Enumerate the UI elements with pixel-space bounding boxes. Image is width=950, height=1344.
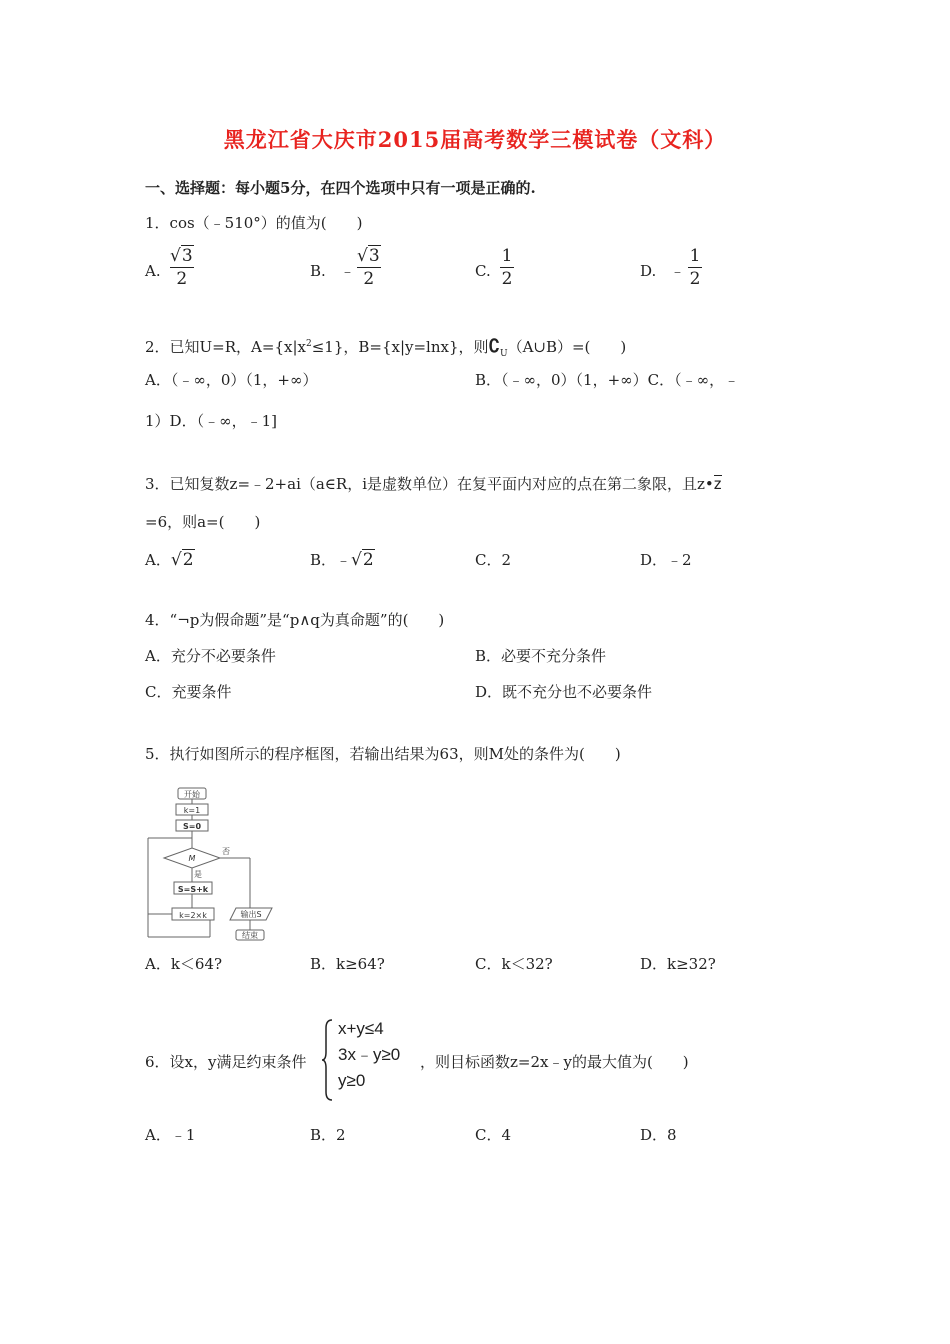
q1-b-num: √3 [357, 246, 380, 266]
q5-option-d: D．k≥32? [640, 955, 716, 973]
q5-option-b: B．k≥64? [310, 955, 385, 973]
q2-option-bc: B．（﹣∞，0）（1，+∞）C．（﹣∞，﹣ [475, 371, 740, 389]
q2-stem [145, 334, 626, 364]
q1-d-num: 1 [689, 246, 701, 266]
q2-comp-sub: U [499, 349, 508, 359]
flow-out-text: 输出S [240, 910, 262, 919]
flow-start-text: 开始 [184, 790, 200, 799]
q1-a-num: √3 [170, 246, 193, 266]
q1-option-d-label: D. [640, 262, 657, 280]
flow-s0-text: S=0 [182, 822, 202, 831]
q4-option-d: D．既不充分也不必要条件 [475, 683, 653, 701]
constraint-2: 3x﹣y≥0 [338, 1045, 401, 1064]
flow-cond-text: M [188, 854, 196, 863]
complement-symbol: ∁ [488, 336, 500, 357]
constraint-1: x+y≤4 [338, 1019, 384, 1038]
q3-stem [145, 474, 722, 495]
q1-a-den: 2 [176, 269, 188, 289]
q1-option-b-sign: ﹣ [340, 262, 356, 280]
q3-b-value: √2 [351, 550, 374, 570]
q3-b-label: B．﹣ [310, 551, 352, 569]
q6-stem-a: 6．设x，y满足约束条件 [145, 1053, 307, 1071]
flow-no-text: 否 [222, 847, 230, 856]
flow-k1-text: k=1 [183, 806, 201, 815]
q1-c-den: 2 [501, 269, 513, 289]
flowchart-figure [140, 782, 300, 942]
constraint-3: y≥0 [338, 1071, 366, 1090]
q5-stem: 5．执行如图所示的程序框图，若输出结果为63，则M处的条件为( ) [145, 745, 621, 763]
q3-option-b [310, 550, 375, 570]
q3-stem2: =6，则a=( ) [145, 513, 261, 531]
q2-stem-sup: 2 [305, 339, 312, 349]
q1-option-b-label: B. [310, 262, 326, 280]
q4-option-b: B．必要不充分条件 [475, 647, 607, 665]
q6-option-c: C．4 [475, 1126, 512, 1144]
q4-stem: 4．“¬p为假命题”是“p∧q为真命题”的( ) [145, 611, 445, 629]
q3-option-c: C．2 [475, 551, 512, 569]
q1-option-c-fraction [500, 246, 514, 289]
q6-option-a: A．﹣1 [145, 1126, 196, 1144]
q1-option-d-sign: ﹣ [670, 262, 686, 280]
flow-k2k-text: k=2×k [179, 911, 207, 920]
q1-option-a-label: A. [145, 262, 161, 280]
q1-b-den: 2 [363, 269, 375, 289]
flow-end-text: 结束 [242, 931, 258, 940]
q1-stem: 1．cos（﹣510°）的值为( ) [145, 214, 363, 232]
q1-option-b-fraction [357, 246, 381, 289]
q5-option-c: C．k＜32? [475, 955, 553, 973]
q1-d-den: 2 [689, 269, 701, 289]
flow-sk-text: S=S+k [177, 885, 209, 894]
q3-zbar: z [713, 476, 722, 493]
constraint-system [338, 1016, 400, 1094]
q6-stem-b: ，则目标函数z=2x﹣y的最大值为( ) [420, 1053, 689, 1071]
q5-option-a: A．k＜64? [145, 955, 223, 973]
q3-option-d: D．﹣2 [640, 551, 692, 569]
q6-option-b: B．2 [310, 1126, 346, 1144]
q2-stem-b: ≤1}，B={x|y=lnx}，则 [311, 338, 489, 356]
q1-option-d-fraction [688, 246, 702, 289]
q1-c-num: 1 [501, 246, 513, 266]
q3-option-a [145, 550, 195, 570]
q2-stem-a: 2．已知U=R，A={x|x [145, 338, 306, 356]
system-brace [322, 1018, 334, 1102]
q3-stem-text: 3．已知复数z=﹣2+ai（a∈R，i是虚数单位）在复平面内对应的点在第二象限，且z• [145, 475, 714, 493]
q3-a-label: A． [145, 551, 171, 569]
q3-a-value: √2 [170, 550, 194, 570]
q6-option-d: D．8 [640, 1126, 677, 1144]
q1-option-a-fraction [170, 246, 194, 289]
q2-stem-c: （A∪B）=( ) [507, 338, 627, 356]
page-title: 黑龙江省大庆市2015届高考数学三模试卷（文科） [223, 127, 727, 152]
flow-yes-text: 是 [194, 870, 202, 879]
q1-option-c-label: C. [475, 262, 491, 280]
q4-option-c: C．充要条件 [145, 683, 232, 701]
q2-option-a: A．（﹣∞，0）（1，+∞） [145, 371, 318, 389]
q4-option-a: A．充分不必要条件 [145, 647, 276, 665]
q2-option-cd-line2: 1）D．（﹣∞，﹣1] [145, 412, 277, 430]
section-heading: 一、选择题：每小题5分，在四个选项中只有一项是正确的. [145, 179, 536, 197]
